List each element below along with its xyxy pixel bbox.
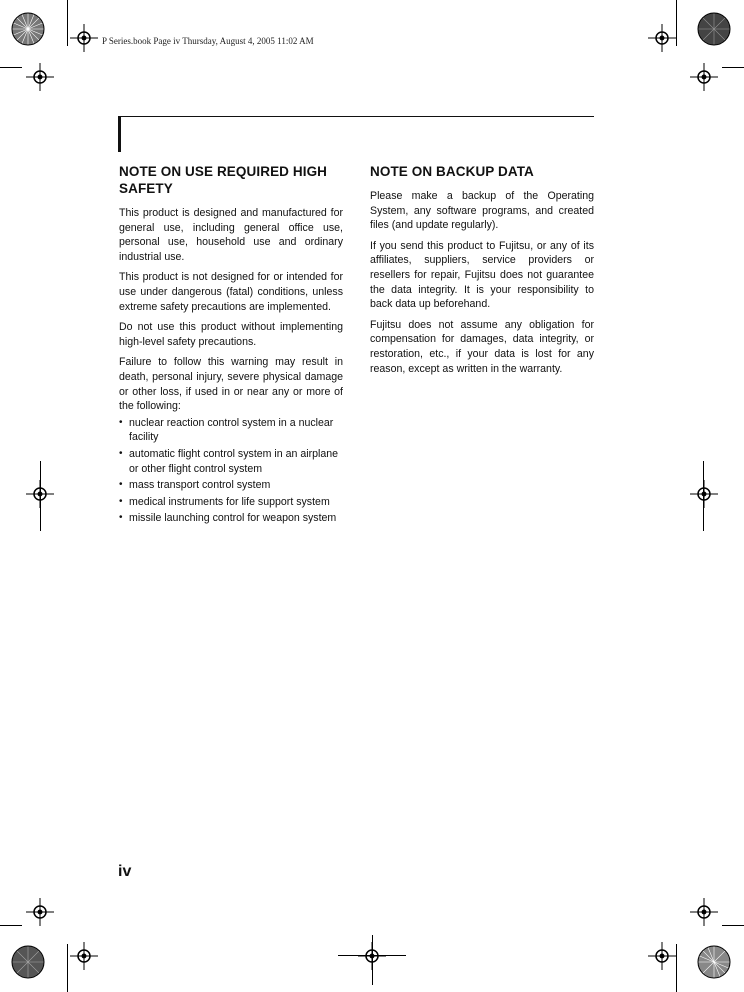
color-wheel-icon: [11, 945, 45, 979]
color-wheel-icon: [697, 12, 731, 46]
crop-mark: [67, 0, 68, 46]
registration-mark-icon: [70, 24, 98, 52]
registration-mark-icon: [648, 942, 676, 970]
crop-mark: [722, 67, 744, 68]
paragraph: Please make a backup of the Operating System, any software programs, and created files (and update regularly).: [370, 190, 594, 232]
bullet-list: [119, 416, 343, 526]
paragraph: Do not use this product without implementing high-level safety precautions.: [119, 321, 343, 348]
header-rule: [118, 116, 594, 117]
crop-mark: [676, 0, 677, 46]
crop-mark: [722, 925, 744, 926]
list-item: • missile launching control for weapon system: [119, 511, 343, 526]
color-wheel-icon: [11, 12, 45, 46]
crop-mark: [0, 67, 22, 68]
crop-mark: [0, 925, 22, 926]
registration-mark-icon: [690, 898, 718, 926]
print-slug: P Series.book Page iv Thursday, August 4, 2005 11:02 AM: [102, 36, 314, 46]
registration-mark-icon: [648, 24, 676, 52]
crop-mark: [676, 944, 677, 992]
registration-mark-icon: [690, 480, 718, 508]
crop-mark: [67, 944, 68, 992]
paragraph: Failure to follow this warning may result in death, personal injury, severe physical damage or other loss, if used in or near any or more of the following:: [119, 356, 343, 413]
header-tick: [118, 116, 121, 152]
registration-mark-icon: [690, 63, 718, 91]
left-column: [119, 163, 343, 528]
paragraph: If you send this product to Fujitsu, or any of its affiliates, suppliers, service providers or resellers for repair, Fujitsu does not guarantee the data integrity. It is your responsibility to back data up beforehand.: [370, 239, 594, 311]
backup-heading: NOTE ON BACKUP DATA: [370, 164, 534, 179]
registration-mark-icon: [26, 63, 54, 91]
paragraph: This product is not designed for or intended for use under dangerous (fatal) conditions, unless extreme safety precautions are implemented.: [119, 271, 343, 313]
list-item: • medical instruments for life support system: [119, 495, 343, 510]
paragraph: This product is designed and manufactured for general use, including general office use, personal use, household use and ordinary industrial use.: [119, 207, 343, 263]
list-item: • automatic flight control system in an airplane or other flight control system: [119, 447, 343, 476]
registration-line: [40, 461, 41, 531]
list-item: • mass transport control system: [119, 478, 343, 493]
right-column: [370, 163, 594, 382]
safety-heading: NOTE ON USE REQUIRED HIGH SAFETY: [119, 164, 328, 196]
color-wheel-icon: [697, 945, 731, 979]
registration-line: [372, 935, 373, 985]
registration-mark-icon: [70, 942, 98, 970]
page-number: iv: [118, 863, 132, 880]
registration-mark-icon: [26, 898, 54, 926]
paragraph: Fujitsu does not assume any obligation for compensation for damages, data integrity, or restoration, etc., if your data is lost for any reason, except as written in the warranty.: [370, 318, 594, 375]
registration-line: [703, 461, 704, 531]
list-item: • nuclear reaction control system in a nuclear facility: [119, 416, 343, 445]
